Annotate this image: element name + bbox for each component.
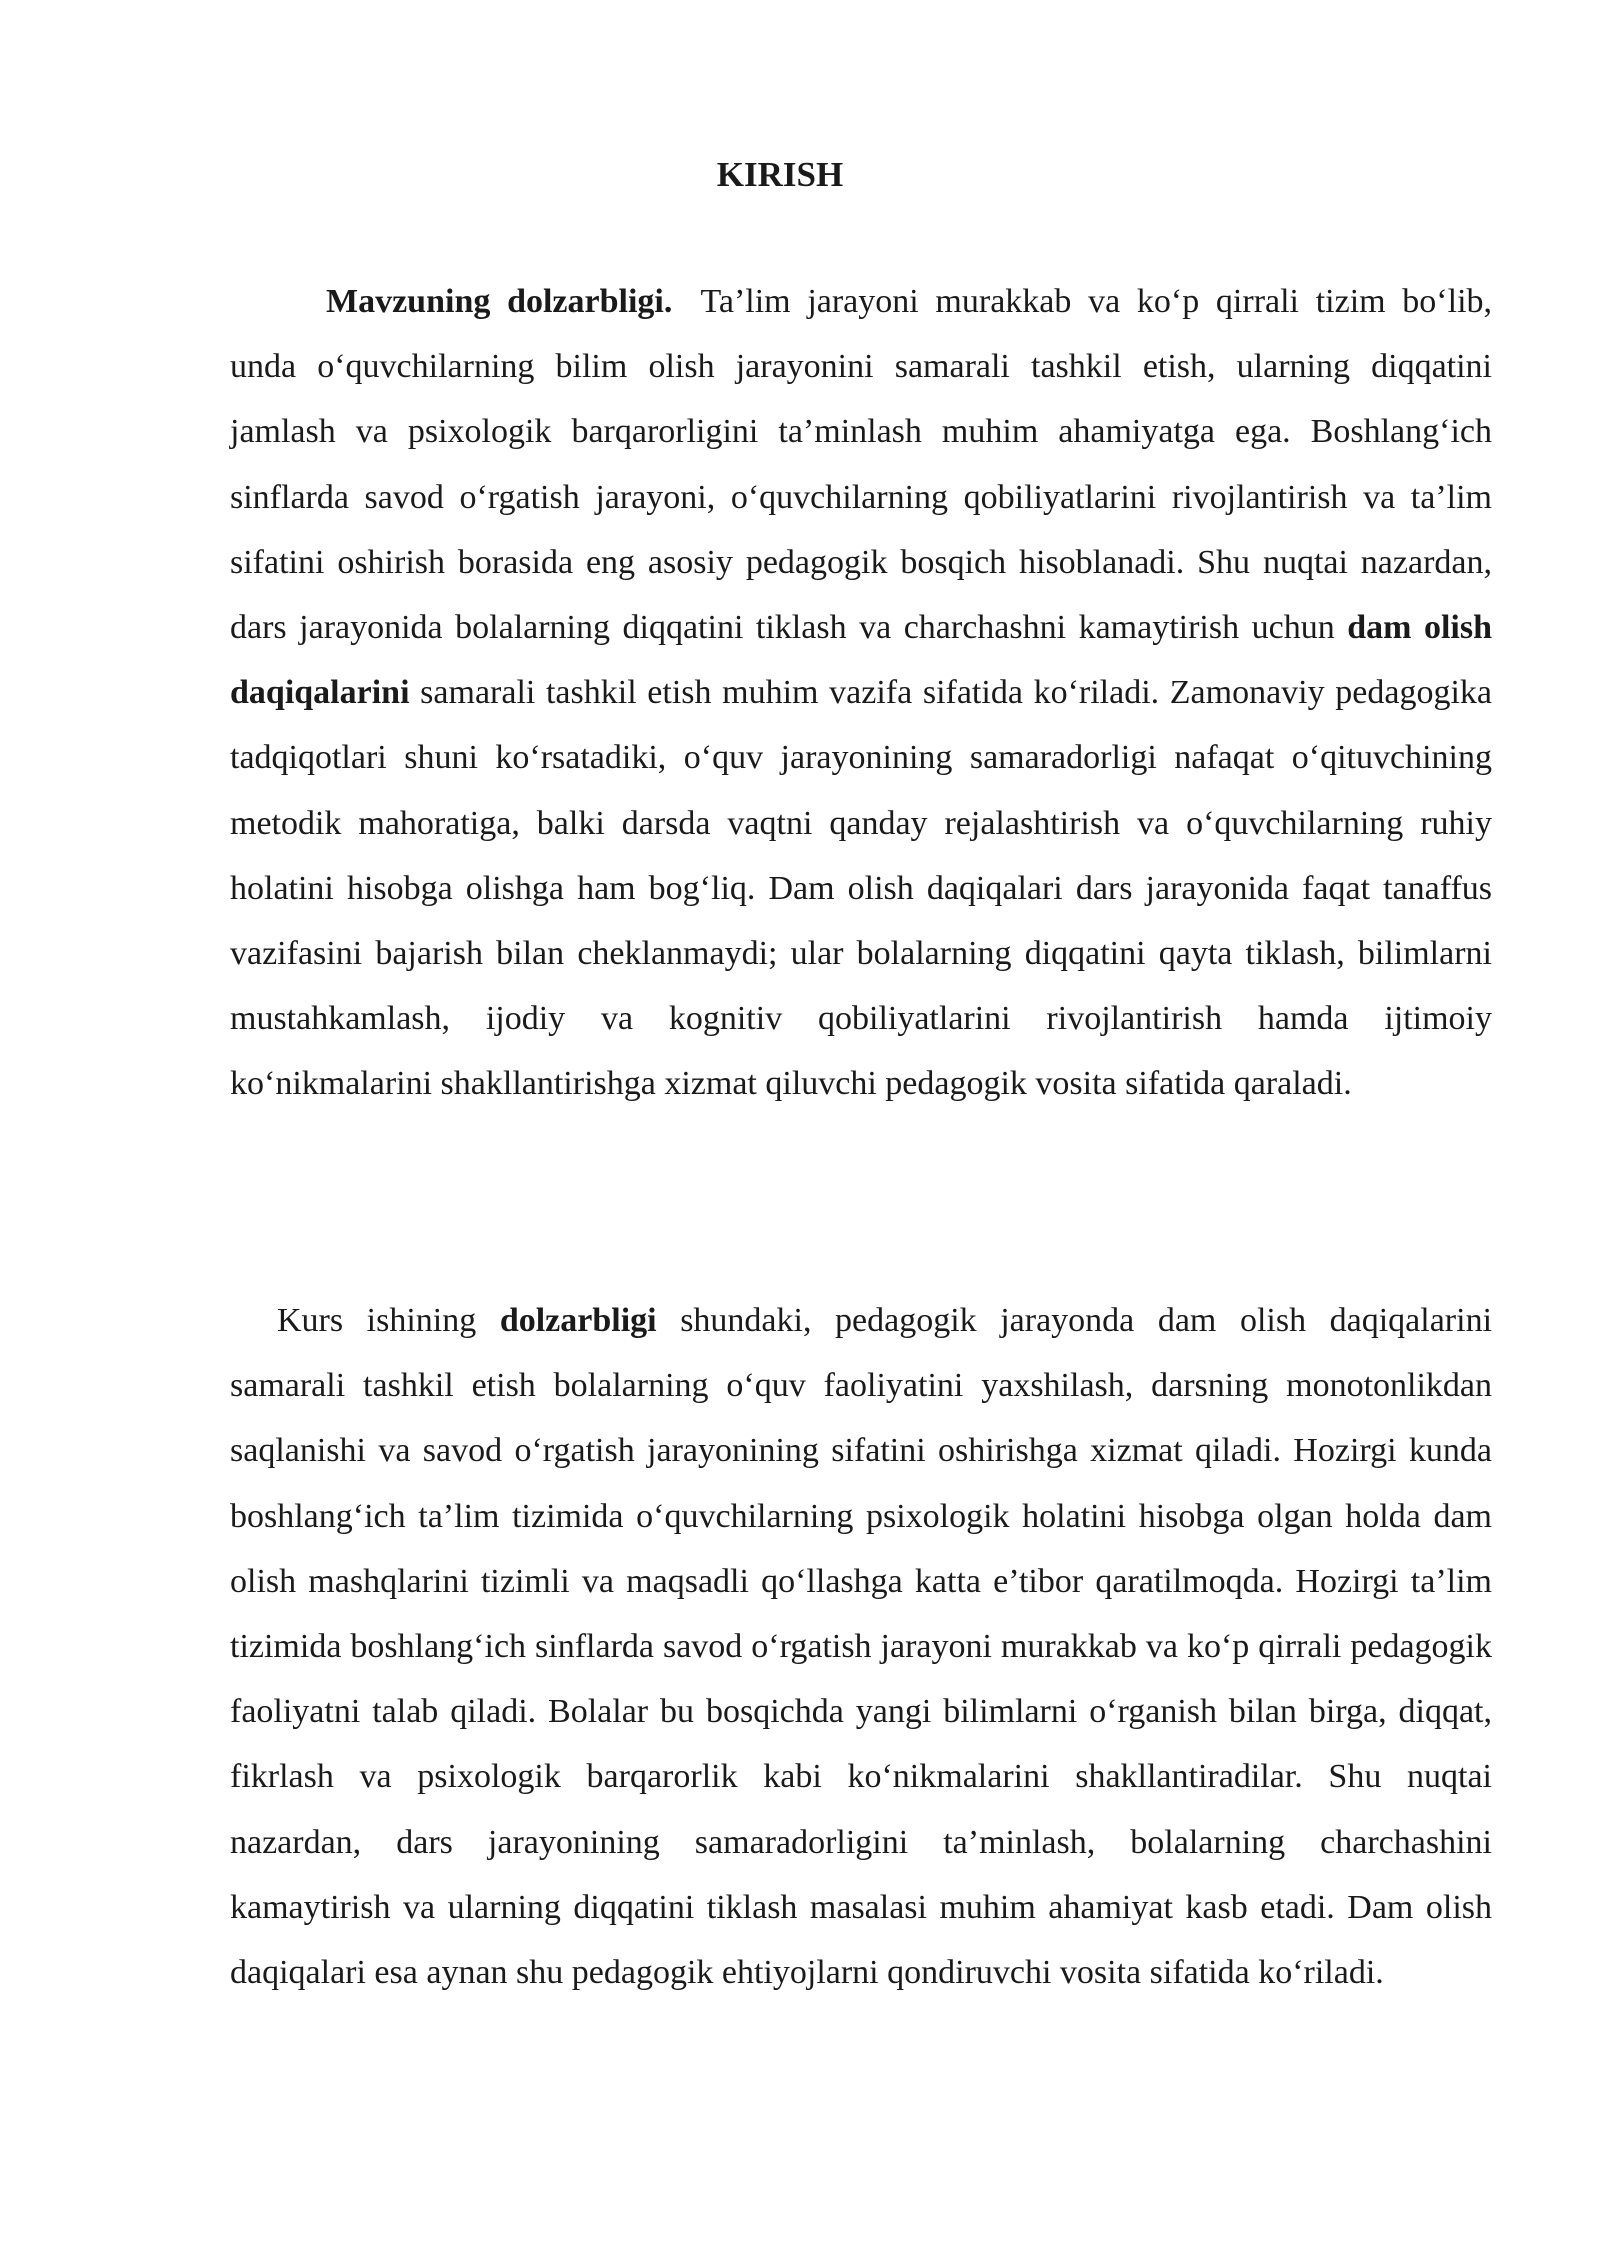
bold-phrase: dam olish daqiqalarini [230, 609, 1492, 712]
paragraph-text: shundaki, pedagogik jarayonda dam olish daqiqalarini samarali tashkil etish bolalarning o‘quv faoliyatini yaxshilash, darsning monotonlikdan saqlanishi va savod o‘rgatish jarayonining sifatini oshirishga xizmat qiladi. Hozirgi kunda boshlang‘ich ta’lim tizimida o‘quvchilarning psixologik holatini hisobga olgan holda dam olish mashqlarini tizimli va maqsadli qo‘llashga katta e’tibor qaratilmoqda. Hozirgi ta’lim tizimida boshlang‘ich sinflarda savod o‘rgatish jarayoni murakkab va ko‘p qirrali pedagogik faoliyatni talab qiladi. Bolalar bu bosqichda yangi bilimlarni o‘rganish bilan birga, diqqat, fikrlash va psixologik barqarorlik kabi ko‘nikmalarini shakllantiradilar. Shu nuqtai nazardan, dars jarayonining samaradorligini ta’minlash, bolalarning charchashini kamaytirish va ularning diqqatini tiklash masalasi muhim ahamiyat kasb etadi. Dam olish daqiqalari esa aynan shu pedagogik ehtiyojlarni qondiruvchi vosita sifatida ko‘riladi. [230, 1302, 1493, 1992]
page-title: KIRISH [716, 155, 844, 194]
paragraph-course-relevance [230, 1288, 1492, 2005]
paragraph-text: Kurs ishining [277, 1302, 477, 1339]
paragraph-text: Ta’lim jarayoni murakkab va ko‘p qirrali tizim bo‘lib, unda o‘quvchilarning bilim olish jarayonini samarali tashkil etish, ularning diqqatini jamlash va psixologik barqarorligini ta’minlash muhim ahamiyatga ega. Boshlang‘ich sinflarda savod o‘rgatish jarayoni, o‘quvchilarning qobiliyatlarini rivojlantirish va ta’lim sifatini oshirish borasida eng asosiy pedagogik bosqich hisoblanadi. Shu nuqtai nazardan, dars jarayonida bolalarning diqqatini tiklash va charchashni kamaytirish uchun [230, 283, 1493, 647]
paragraph-heading: Mavzuning dolzarbligi. [326, 283, 673, 320]
bold-phrase: dolzarbligi [499, 1302, 657, 1339]
paragraph-text: samarali tashkil etish muhim vazifa sifatida ko‘riladi. Zamonaviy pedagogika tadqiqotlari shuni ko‘rsatadiki, o‘quv jarayonining samaradorligi nafaqat o‘qituvchining metodik mahoratiga, balki darsda vaqtni qanday rejalashtirish va o‘quvchilarning ruhiy holatini hisobga olishga ham bog‘liq. Dam olish daqiqalari dars jarayonida faqat tanaffus vazifasini bajarish bilan cheklanmaydi; ular bolalarning diqqatini qayta tiklash, bilimlarni mustahkamlash, ijodiy va kognitiv qobiliyatlarini rivojlantirish hamda ijtimoiy ko‘nikmalarini shakllantirishga xizmat qiluvchi pedagogik vosita sifatida qaraladi. [230, 674, 1492, 1103]
paragraph-relevance [230, 269, 1492, 1117]
